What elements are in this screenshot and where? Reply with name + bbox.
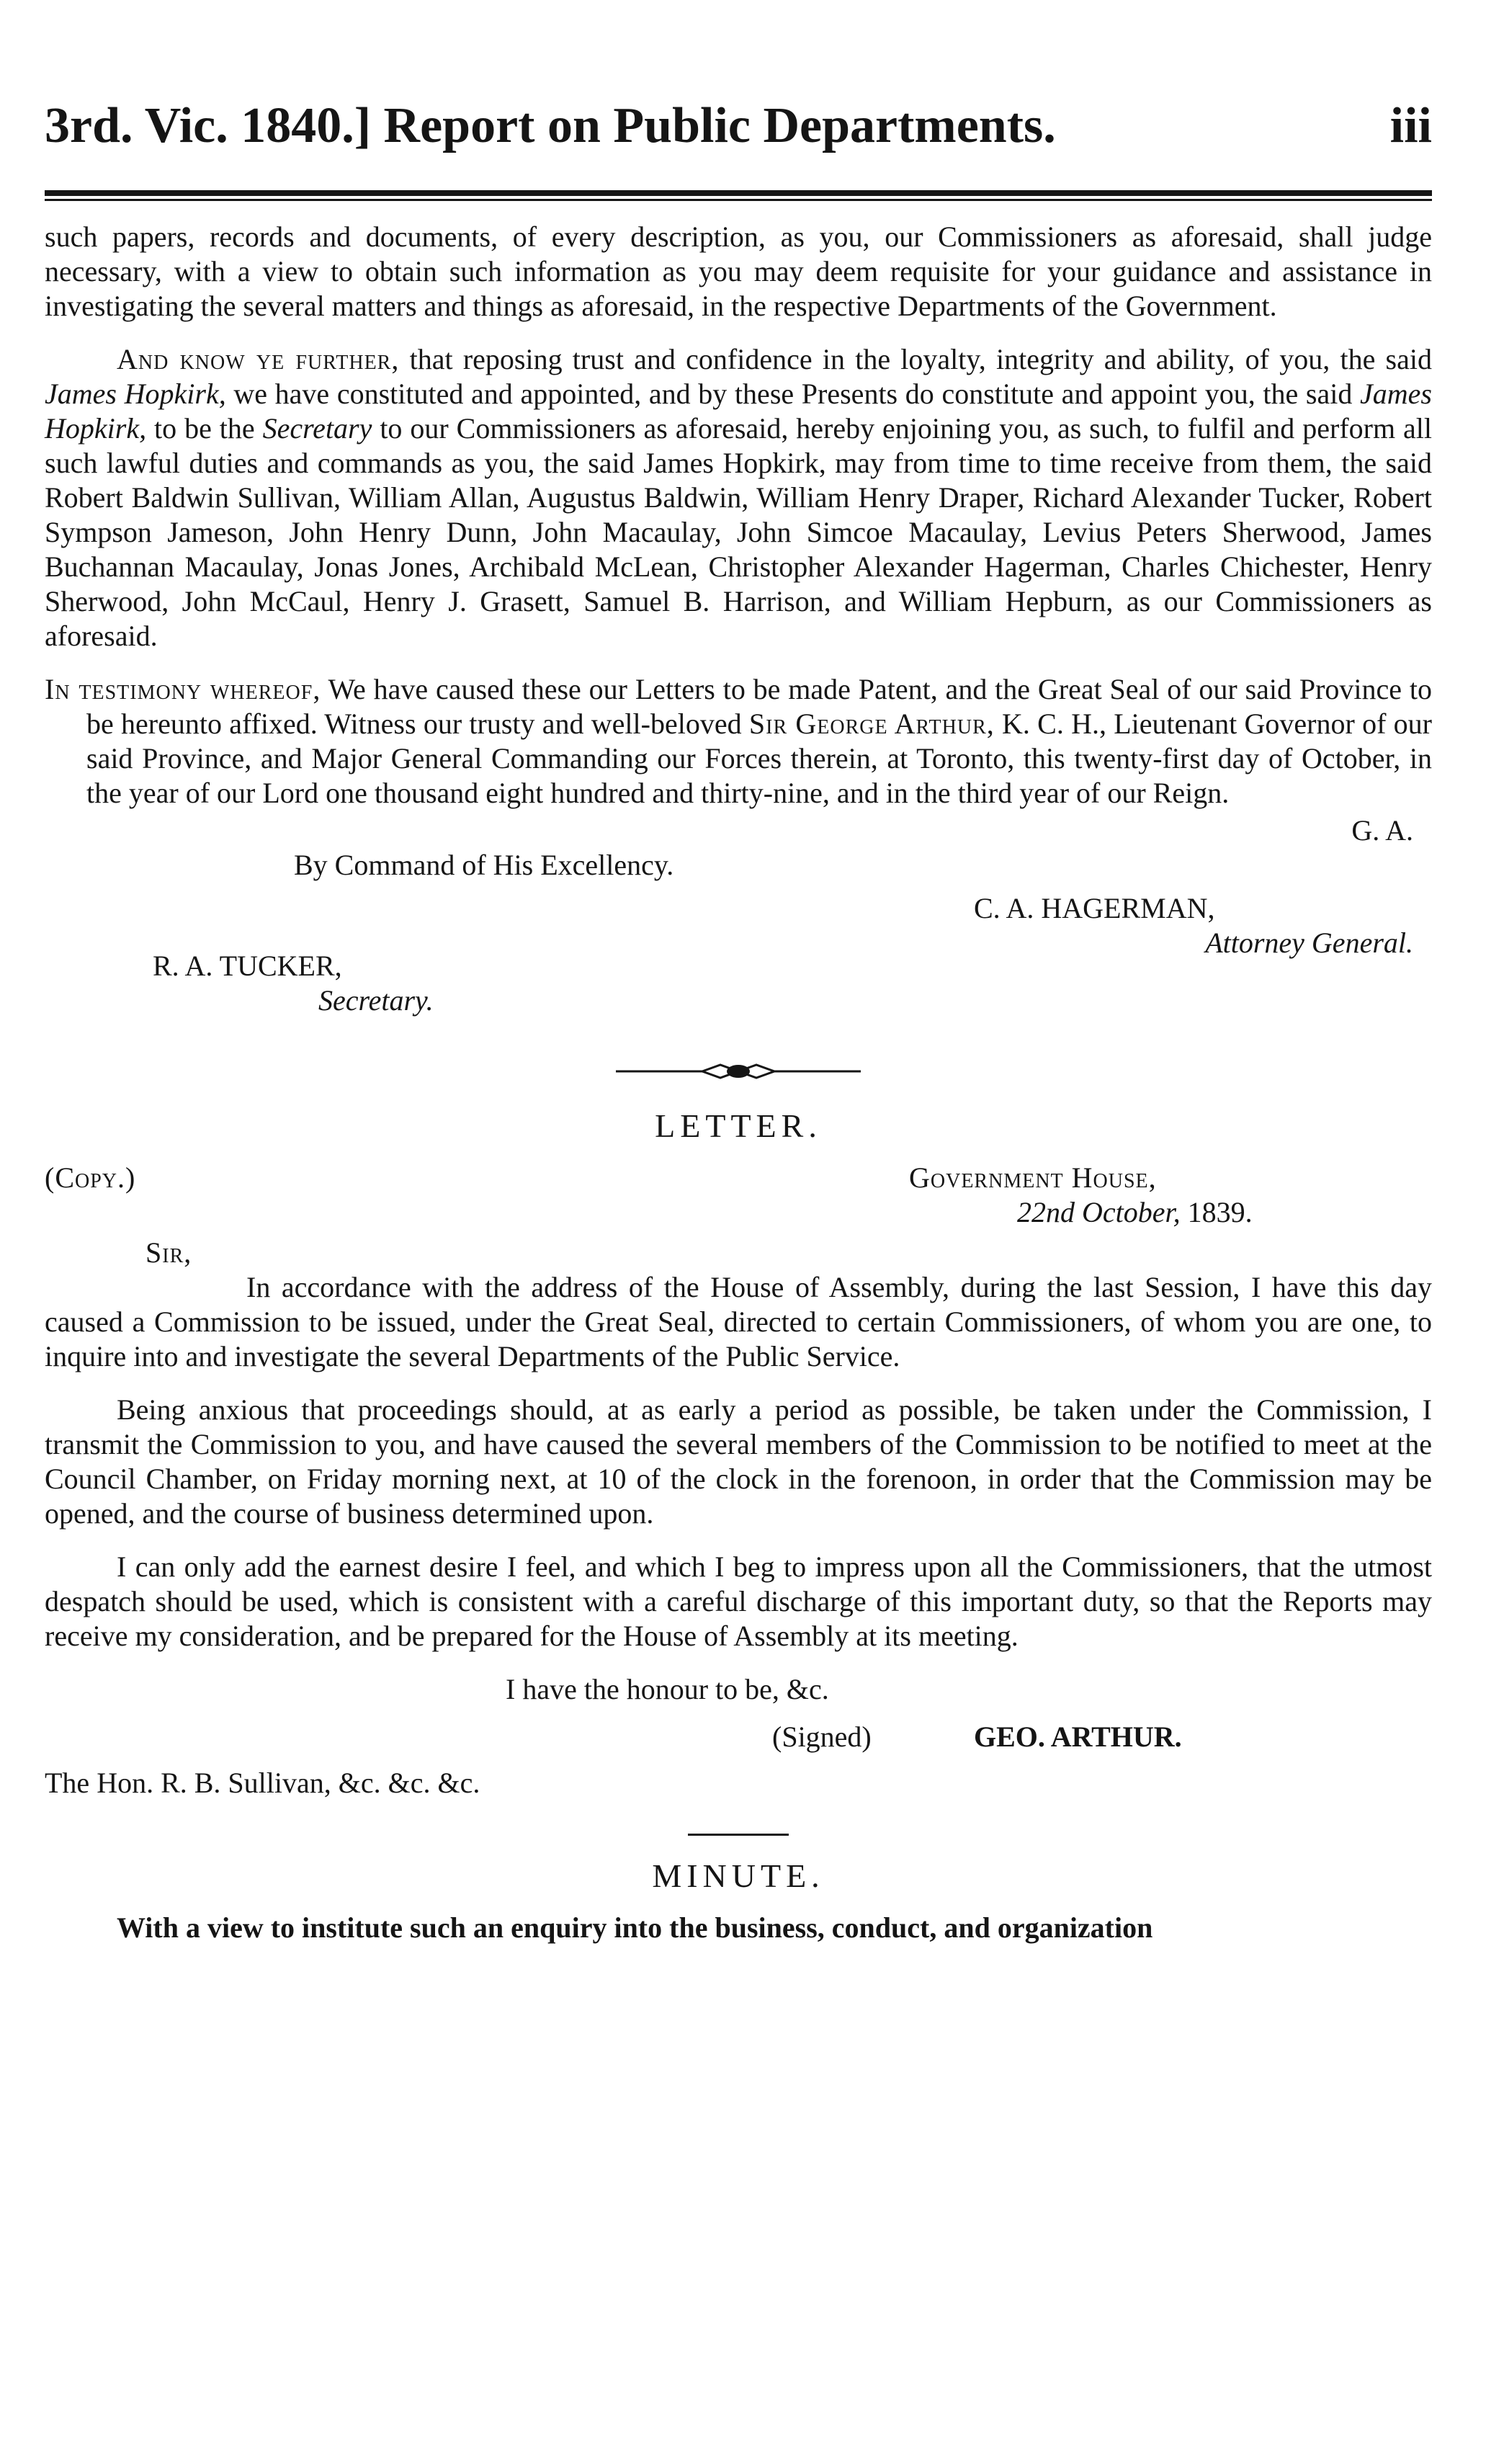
name-hopkirk: James Hopkirk, — [45, 378, 1432, 445]
paragraph-text: we have constituted and appointed, and by these Presents do constitute and appoint you, the said — [225, 378, 1361, 410]
header-title: 3rd. Vic. 1840.] Report on Public Departments. — [45, 98, 1056, 153]
addressee: The Hon. R. B. Sullivan, &c. &c. &c. — [45, 1767, 480, 1799]
tucker-name: R. A. TUCKER, — [153, 950, 342, 982]
letter-heading: LETTER. — [655, 1107, 822, 1144]
section-rule — [688, 1834, 789, 1836]
letter-date — [1017, 1195, 1253, 1230]
signature-block — [45, 811, 1432, 1027]
header-rule-thin — [45, 199, 1432, 201]
minute-heading: MINUTE. — [652, 1857, 825, 1894]
page-number: iii — [1389, 98, 1432, 153]
header-rule — [45, 190, 1432, 196]
name-george-arthur: Sir George Arthur, — [748, 707, 995, 740]
lead-phrase: And know ye further, — [117, 343, 400, 375]
hagerman-name: C. A. HAGERMAN, — [974, 892, 1215, 924]
page-body — [45, 220, 1432, 1945]
by-command: By Command of His Excellency. — [294, 849, 674, 881]
secretary-term: Secretary — [262, 412, 372, 445]
signer-name: GEO. ARTHUR. — [974, 1720, 1182, 1753]
copy-label: (Copy.) — [45, 1161, 136, 1194]
letter-closing — [45, 1653, 1432, 1834]
commission-paragraph-1: such papers, records and documents, of every description, as you, our Commissioners as aforesaid, shall judge necessary, with a view to obtain such information as you may deem requisite for your guidance and assistance in investigating the several matters and things as aforesaid, in the respective Departments of the Government. — [45, 220, 1432, 322]
closing-line: I have the honour to be, &c. — [506, 1673, 829, 1705]
paragraph-text: We have caused these our Letters to be made Patent, and the Great Seal of our said Province to be hereunto affixed. Witness our trusty and well-beloved — [86, 673, 1432, 740]
name-hopkirk: James Hopkirk, — [45, 378, 226, 410]
running-header — [45, 86, 1432, 166]
signed-label: (Signed) — [772, 1720, 872, 1753]
paragraph-text: K. C. H., Lieutenant Governor of our said Province, and Major General Commanding our Forces therein, at Toronto, this twenty-first day of October, in the year of our Lord one thousand eight hundred and thirty-nine, and in the third year of our Reign. — [86, 707, 1432, 809]
date-year: 1839. — [1187, 1196, 1253, 1228]
paragraph-text: to be the — [146, 412, 263, 445]
testimony-paragraph — [45, 672, 1432, 811]
paragraph-text: that reposing trust and confidence in the loyalty, integrity and ability, of you, the said — [399, 343, 1432, 375]
commission-paragraph-2 — [45, 342, 1432, 653]
secretary-title: Secretary. — [318, 984, 434, 1017]
lead-phrase: In testimony whereof, — [45, 673, 321, 705]
attorney-title: Attorney General. — [1205, 927, 1413, 959]
ornament-icon — [616, 1061, 861, 1082]
letter-paragraph-2: Being anxious that proceedings should, at as early a period as possible, be taken under the Commission, I transmit the Commission to you, and have caused the several members of the Commission to be notified to meet at the Council Chamber, on Friday morning next, at 10 of the clock in the forenoon, in order that the Commission may be opened, and the course of business determined upon. — [45, 1393, 1432, 1530]
letter-paragraph-3: I can only add the earnest desire I feel, and which I beg to impress upon all the Commissioners, that the utmost despatch should be used, which is consistent with a careful discharge of this important duty, so that the Reports may receive my consideration, and be prepared for the House of Assembly at its meeting. — [45, 1550, 1432, 1652]
salutation: Sir, — [146, 1236, 192, 1269]
initials-ga: G. A. — [1351, 814, 1413, 847]
date-day: 22nd October, — [1017, 1196, 1181, 1228]
letter-header — [45, 1161, 1432, 1233]
ornament-divider — [45, 1055, 1432, 1077]
letter-paragraph-1: In accordance with the address of the House of Assembly, during the last Session, I have this day caused a Commission to be issued, under the Great Seal, directed to certain Commissioners, of whom you are one, to inquire into and investigate the several Departments of the Public Service. — [45, 1271, 1432, 1372]
letter-place: Government House, — [909, 1161, 1157, 1194]
minute-text: With a view to institute such an enquiry into the business, conduct, and organization — [117, 1911, 1153, 1944]
paragraph-text: to our Commissioners as aforesaid, hereby enjoining you, as such, to fulfil and perform all such lawful duties and commands as you, the said James Hopkirk, may from time to time receive from them, the said Robert Baldwin Sullivan, William Allan, Augustus Baldwin, William Henry Draper, Richard Alexander Tucker, Robert Sympson Jameson, John Henry Dunn, John Macaulay, John Simcoe Macaulay, Levius Peters Sherwood, James Buchannan Macaulay, Jonas Jones, Archibald McLean, Christopher Alexander Hagerman, Charles Chichester, Henry Sherwood, John McCaul, Henry J. Grasett, Samuel B. Harrison, and William Hepburn, as our Commissioners as aforesaid. — [45, 412, 1432, 652]
